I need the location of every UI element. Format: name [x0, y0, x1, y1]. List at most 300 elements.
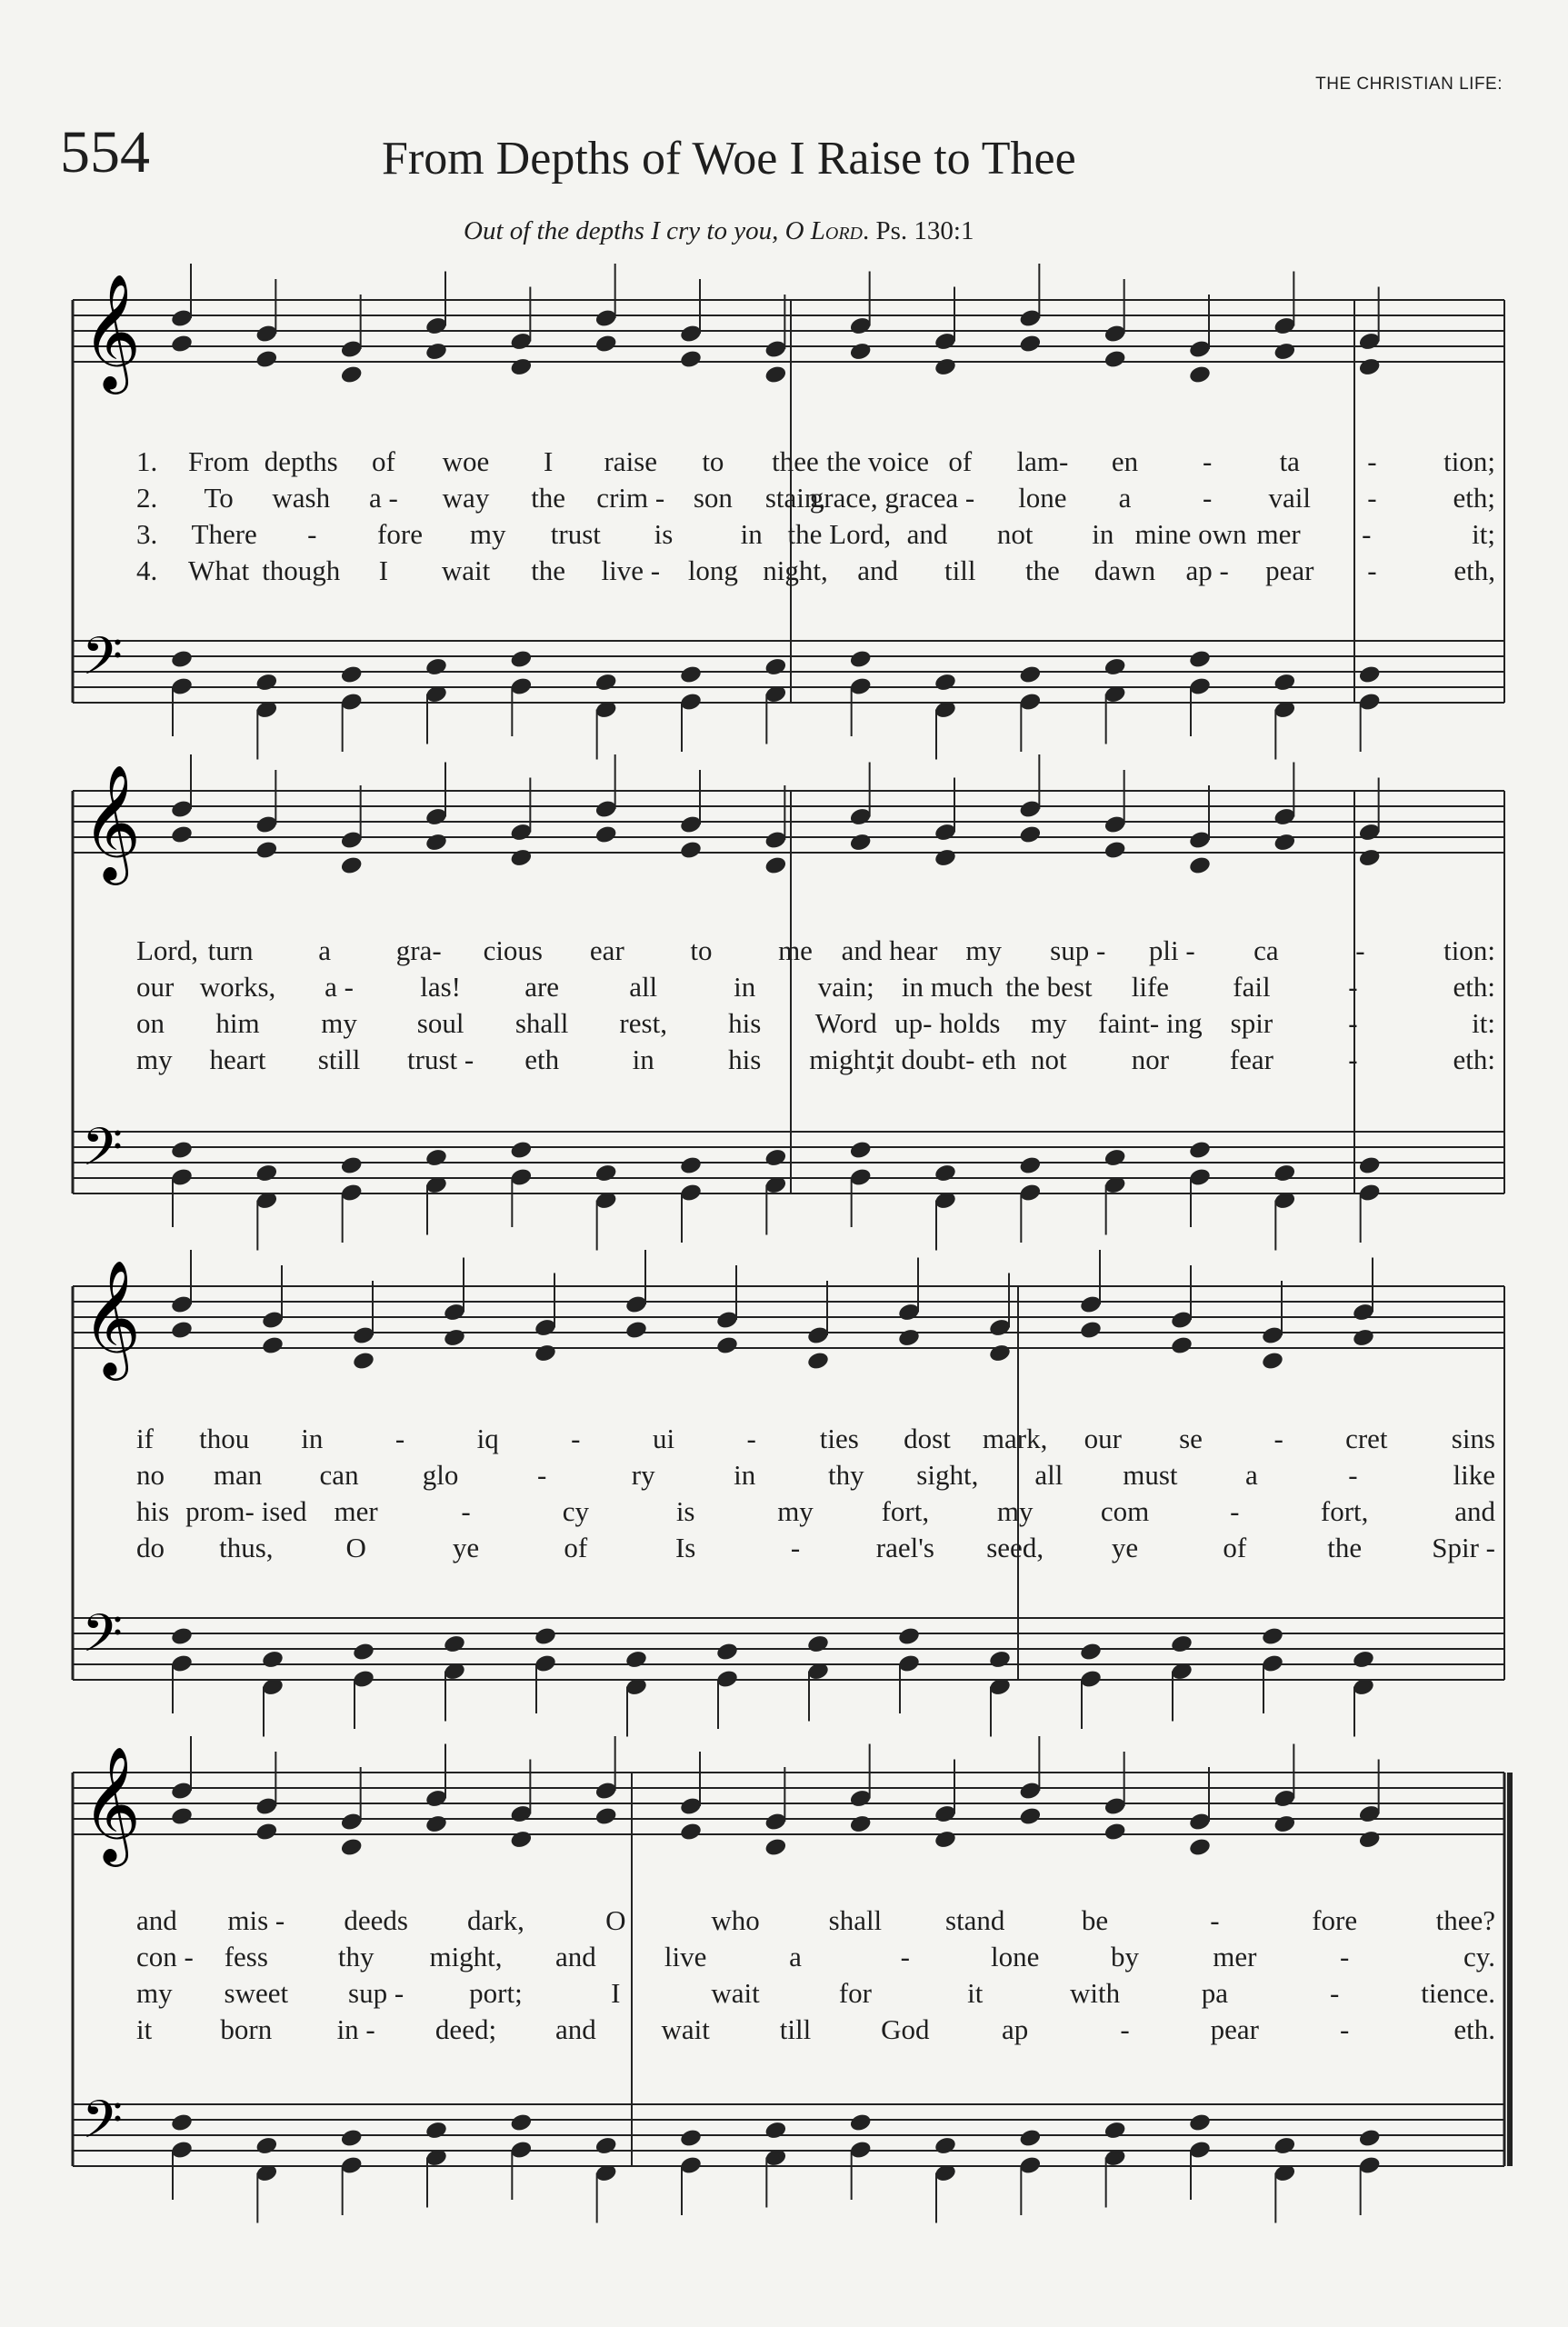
lyric-syllable: might, — [429, 1941, 503, 1972]
lyric-syllable: the voice — [826, 445, 930, 477]
bass-clef: 𝄢 — [82, 2089, 124, 2163]
lyric-syllable: - — [394, 1423, 405, 1454]
note-head — [1358, 2128, 1382, 2149]
lyric-syllable: of — [371, 445, 395, 477]
note-head — [715, 1642, 739, 1663]
lyric-syllable: the — [531, 482, 566, 514]
note-head — [679, 664, 703, 685]
lyric-syllable: From — [188, 445, 250, 477]
lyric-syllable: rael's — [875, 1532, 934, 1563]
lyric-syllable: shall — [828, 1904, 883, 1936]
note-head — [1358, 847, 1382, 868]
lyric-syllable: fail — [1233, 971, 1271, 1003]
lyric-syllable: though — [262, 554, 341, 586]
lyric-syllable: it: — [1472, 1007, 1495, 1039]
note-head — [1018, 2128, 1042, 2149]
lyric-syllable: the Lord, — [787, 518, 892, 550]
lyric-syllable: a — [1245, 1459, 1258, 1491]
lyric-syllable: dost — [904, 1423, 951, 1454]
note-head — [509, 1829, 533, 1850]
lyric-syllable: deeds — [344, 1904, 408, 1936]
lyric-syllable: still — [317, 1044, 361, 1075]
lyric-syllable: and — [554, 2013, 596, 2045]
lyric-syllable: - — [1339, 1941, 1350, 1972]
lyric-syllable: of — [948, 445, 973, 477]
lyric-syllable: ties — [819, 1423, 859, 1454]
note-head — [594, 1163, 618, 1183]
note-head — [1104, 1147, 1127, 1168]
note-head — [255, 2135, 278, 2156]
lyric-syllable: who — [711, 1904, 760, 1936]
bass-clef: 𝄢 — [82, 1603, 124, 1677]
hymn-title: From Depths of Woe I Raise to Thee — [382, 133, 1076, 185]
lyric-syllable: las! — [420, 971, 461, 1003]
note-head — [934, 847, 957, 868]
lyric-syllable: till — [779, 2013, 812, 2045]
note-head — [255, 1163, 278, 1183]
lyric-syllable: and — [906, 518, 948, 550]
lyric-syllable: Is — [674, 1532, 696, 1563]
note-head — [679, 2128, 703, 2149]
note-head — [1188, 649, 1212, 670]
lyric-syllable: man — [213, 1459, 263, 1491]
lyric-syllable: long — [687, 554, 738, 586]
note-head — [340, 664, 364, 685]
lyric-syllable: eth, — [1453, 554, 1495, 586]
lyric-syllable: are — [524, 971, 560, 1003]
lyric-syllable: - — [307, 518, 317, 550]
lyric-syllable: sup - — [1050, 934, 1106, 966]
lyric-syllable: mer — [1256, 518, 1301, 550]
note-head — [255, 672, 278, 693]
note-head — [170, 334, 194, 355]
lyric-syllable: and — [136, 1904, 177, 1936]
lyric-syllable: en — [1111, 445, 1139, 477]
lyric-syllable: works, — [199, 971, 276, 1003]
lyric-syllable: my — [321, 1007, 357, 1039]
lyric-syllable: raise — [604, 445, 658, 477]
lyric-syllable: lam- — [1016, 445, 1069, 477]
note-head — [170, 1626, 194, 1647]
note-head — [170, 824, 194, 845]
lyric-syllable: till — [944, 554, 976, 586]
note-head — [340, 855, 364, 876]
note-head — [534, 1626, 557, 1647]
note-head — [509, 2112, 533, 2133]
note-head — [679, 840, 703, 861]
lyric-syllable: mer — [334, 1495, 378, 1527]
note-head — [261, 1649, 285, 1670]
lyric-syllable: - — [1230, 1495, 1240, 1527]
lyric-syllable: com — [1100, 1495, 1150, 1527]
lyric-syllable: fore — [377, 518, 423, 550]
lyric-syllable: trust - — [407, 1044, 474, 1075]
lyric-syllable: O — [345, 1532, 366, 1563]
lyric-syllable: thy — [337, 1941, 375, 1972]
lyric-syllable: it — [967, 1977, 984, 2009]
hymn-number: 554 — [60, 119, 150, 185]
lyric-syllable: - — [1355, 934, 1365, 966]
lyric-syllable: in — [734, 971, 756, 1003]
lyric-syllable: sweet — [224, 1977, 289, 2009]
lyric-syllable: cious — [483, 934, 543, 966]
note-head — [679, 1155, 703, 1176]
note-head — [534, 1343, 557, 1363]
note-head — [764, 1147, 787, 1168]
note-head — [849, 649, 873, 670]
lyric-syllable: - — [571, 1423, 581, 1454]
lyric-syllable: ye — [452, 1532, 480, 1563]
lyric-syllable: trust — [550, 518, 601, 550]
note-head — [509, 847, 533, 868]
lyric-syllable: wait — [661, 2013, 710, 2045]
lyric-syllable: my — [136, 1977, 173, 2009]
note-head — [624, 1649, 648, 1670]
lyric-syllable: me — [778, 934, 813, 966]
lyric-syllable: - — [1348, 1044, 1358, 1075]
lyric-syllable: my — [777, 1495, 814, 1527]
lyric-syllable: - — [1210, 1904, 1220, 1936]
note-head — [170, 1806, 194, 1827]
note-head — [1261, 1626, 1284, 1647]
lyric-syllable: - — [1330, 1977, 1340, 2009]
note-head — [1273, 1813, 1296, 1834]
lyric-syllable: mine own — [1134, 518, 1247, 550]
lyric-syllable: his — [136, 1495, 170, 1527]
lyric-syllable: born — [220, 2013, 273, 2045]
lyric-syllable: - — [1202, 482, 1213, 514]
lyric-syllable: vail — [1268, 482, 1311, 514]
lyric-syllable: seed, — [986, 1532, 1044, 1563]
lyric-syllable: fear — [1229, 1044, 1274, 1075]
note-head — [764, 1837, 787, 1858]
note-head — [1273, 341, 1296, 362]
lyric-syllable: port; — [469, 1977, 523, 2009]
lyric-syllable: 1. — [136, 445, 158, 477]
note-head — [424, 1147, 448, 1168]
note-head — [1358, 664, 1382, 685]
note-head — [594, 672, 618, 693]
note-head — [679, 349, 703, 370]
lyric-syllable: glo — [422, 1459, 459, 1491]
note-head — [764, 365, 787, 385]
bass-clef: 𝄢 — [82, 1116, 124, 1191]
lyric-syllable: can — [319, 1459, 359, 1491]
lyric-syllable: vain; — [817, 971, 874, 1003]
lyric-syllable: pli - — [1148, 934, 1195, 966]
note-head — [424, 1813, 448, 1834]
lyric-syllable: thus, — [219, 1532, 274, 1563]
lyric-syllable: - — [1348, 1007, 1358, 1039]
note-head — [255, 349, 278, 370]
lyric-syllable: eth. — [1453, 2013, 1495, 2045]
note-head — [849, 832, 873, 853]
note-head — [897, 1327, 921, 1348]
note-head — [594, 334, 618, 355]
note-head — [1079, 1642, 1103, 1663]
note-head — [764, 855, 787, 876]
lyric-syllable: son — [693, 482, 733, 514]
note-head — [764, 656, 787, 677]
note-head — [594, 1806, 618, 1827]
note-head — [849, 1140, 873, 1161]
note-head — [1018, 1806, 1042, 1827]
lyric-syllable: his — [728, 1007, 762, 1039]
lyric-syllable: - — [1367, 482, 1377, 514]
lyric-syllable: turn — [207, 934, 254, 966]
lyric-syllable: - — [900, 1941, 910, 1972]
lyric-syllable: tion: — [1443, 934, 1495, 966]
note-head — [340, 365, 364, 385]
lyric-syllable: all — [1034, 1459, 1064, 1491]
note-head — [424, 2120, 448, 2141]
lyric-syllable: - — [1367, 554, 1377, 586]
lyric-syllable: is — [675, 1495, 695, 1527]
note-head — [806, 1351, 830, 1372]
lyric-syllable: Word — [814, 1007, 877, 1039]
lyric-syllable: ry — [631, 1459, 655, 1491]
lyric-syllable: no — [136, 1459, 165, 1491]
lyric-syllable: him — [215, 1007, 260, 1039]
lyric-syllable: mis - — [227, 1904, 285, 1936]
note-head — [1104, 840, 1127, 861]
lyric-syllable: in — [734, 1459, 756, 1491]
treble-clef: 𝄞 — [82, 273, 142, 389]
lyric-syllable: tience. — [1421, 1977, 1495, 2009]
lyric-syllable: ui — [652, 1423, 675, 1454]
lyric-syllable: if — [136, 1423, 154, 1454]
note-head — [679, 1822, 703, 1843]
lyric-syllable: 4. — [136, 554, 158, 586]
note-head — [1352, 1649, 1375, 1670]
lyric-syllable: of — [564, 1532, 588, 1563]
note-head — [1018, 1155, 1042, 1176]
lyric-syllable: tion; — [1443, 445, 1495, 477]
lyric-syllable: I — [543, 445, 554, 477]
lyric-syllable: his — [728, 1044, 762, 1075]
note-head — [1188, 855, 1212, 876]
note-head — [352, 1642, 375, 1663]
lyric-syllable: it doubt- eth — [878, 1044, 1017, 1075]
lyric-syllable: I — [611, 1977, 621, 2009]
lyric-syllable: a - — [325, 971, 354, 1003]
note-head — [255, 1822, 278, 1843]
treble-clef: 𝄞 — [82, 1259, 142, 1375]
note-head — [1273, 672, 1296, 693]
lyric-syllable: must — [1123, 1459, 1178, 1491]
note-head — [988, 1649, 1012, 1670]
lyric-syllable: might; — [809, 1044, 884, 1075]
lyric-syllable: for — [838, 1977, 872, 2009]
lyric-syllable: not — [1031, 1044, 1067, 1075]
lyric-syllable: ca — [1253, 934, 1279, 966]
lyric-syllable: of — [1223, 1532, 1247, 1563]
lyric-syllable: - — [536, 1459, 547, 1491]
note-head — [1273, 832, 1296, 853]
note-head — [1079, 1320, 1103, 1341]
lyric-syllable: a - — [368, 482, 398, 514]
lyric-syllable: cret — [1345, 1423, 1388, 1454]
lyric-syllable: and — [1454, 1495, 1495, 1527]
note-head — [1261, 1351, 1284, 1372]
note-head — [1018, 824, 1042, 845]
lyric-syllable: ye — [1111, 1532, 1139, 1563]
note-head — [849, 341, 873, 362]
lyric-syllable: dawn — [1094, 554, 1156, 586]
note-head — [764, 2120, 787, 2141]
lyric-syllable: our — [136, 971, 175, 1003]
note-head — [340, 2128, 364, 2149]
lyric-syllable: in — [632, 1044, 654, 1075]
note-head — [340, 1837, 364, 1858]
lyric-syllable: not — [996, 518, 1034, 550]
lyric-syllable: ap - — [1185, 554, 1229, 586]
lyric-syllable: - — [1273, 1423, 1283, 1454]
lyric-syllable: it; — [1472, 518, 1495, 550]
note-head — [849, 1813, 873, 1834]
lyric-syllable: thou — [199, 1423, 250, 1454]
lyric-syllable: fort, — [1320, 1495, 1369, 1527]
lyric-syllable: is — [654, 518, 674, 550]
lyric-syllable: gra- — [395, 934, 442, 966]
epigraph-lord: Lord — [810, 216, 863, 245]
lyric-syllable: - — [746, 1423, 756, 1454]
lyric-syllable: wash — [272, 482, 331, 514]
lyric-syllable: eth — [524, 1044, 560, 1075]
note-head — [806, 1633, 830, 1654]
bass-clef: 𝄢 — [82, 625, 124, 700]
note-head — [1188, 1837, 1212, 1858]
lyric-syllable: - — [1202, 445, 1213, 477]
lyric-syllable: like — [1453, 1459, 1495, 1491]
lyric-syllable: sup - — [348, 1977, 404, 2009]
lyric-syllable: pa — [1201, 1977, 1228, 2009]
note-head — [934, 672, 957, 693]
lyric-syllable: soul — [416, 1007, 464, 1039]
note-head — [424, 341, 448, 362]
lyric-syllable: - — [1362, 518, 1372, 550]
lyric-syllable: in — [740, 518, 763, 550]
lyric-syllable: it — [136, 2013, 153, 2045]
lyric-syllable: Lord, — [136, 934, 199, 966]
lyric-syllable: do — [136, 1532, 165, 1563]
lyric-syllable: by — [1111, 1941, 1139, 1972]
lyric-syllable: ta — [1279, 445, 1300, 477]
lyric-syllable: way — [442, 482, 490, 514]
lyric-syllable: wait — [441, 554, 491, 586]
note-head — [897, 1626, 921, 1647]
note-head — [624, 1320, 648, 1341]
note-head — [1273, 1163, 1296, 1183]
lyric-syllable: stain, — [764, 482, 826, 514]
note-head — [1188, 1140, 1212, 1161]
lyric-syllable: deed; — [434, 2013, 497, 2045]
lyric-syllable: stand — [945, 1904, 1005, 1936]
note-head — [340, 1155, 364, 1176]
lyric-syllable: pear — [1265, 554, 1314, 586]
lyric-syllable: woe — [442, 445, 490, 477]
lyric-syllable: con - — [136, 1941, 194, 1972]
lyric-syllable: wait — [711, 1977, 760, 2009]
note-head — [509, 649, 533, 670]
epigraph-reference: . Ps. 130:1 — [863, 216, 974, 245]
note-head — [1018, 334, 1042, 355]
lyric-syllable: our — [1084, 1423, 1122, 1454]
note-head — [1104, 349, 1127, 370]
lyric-syllable: the — [1327, 1532, 1363, 1563]
lyric-syllable: - — [461, 1495, 471, 1527]
note-head — [988, 1343, 1012, 1363]
lyric-syllable: Spir - — [1432, 1532, 1495, 1563]
lyric-syllable: the — [1024, 554, 1060, 586]
lyric-syllable: in much — [901, 971, 994, 1003]
lyric-syllable: life — [1131, 971, 1170, 1003]
note-head — [170, 2112, 194, 2133]
note-head — [443, 1633, 466, 1654]
lyric-syllable: depths — [264, 445, 338, 477]
lyric-syllable: lone — [1018, 482, 1067, 514]
note-head — [424, 832, 448, 853]
note-head — [255, 840, 278, 861]
lyric-syllable: and — [554, 1941, 596, 1972]
note-head — [1170, 1335, 1193, 1356]
lyric-syllable: rest, — [619, 1007, 667, 1039]
lyric-syllable: shall — [514, 1007, 569, 1039]
note-head — [934, 1829, 957, 1850]
lyric-syllable: There — [191, 518, 257, 550]
note-head — [1170, 1633, 1193, 1654]
lyric-syllable: heart — [209, 1044, 266, 1075]
lyric-syllable: prom- ised — [185, 1495, 307, 1527]
lyric-syllable: a — [1118, 482, 1132, 514]
lyric-syllable: cy. — [1463, 1941, 1495, 1972]
note-head — [1104, 1822, 1127, 1843]
lyric-syllable: ap — [1002, 2013, 1029, 2045]
lyric-syllable: to — [690, 934, 713, 966]
lyric-syllable: on — [136, 1007, 165, 1039]
note-head — [934, 2135, 957, 2156]
lyric-syllable: se — [1179, 1423, 1203, 1454]
lyric-syllable: mer — [1213, 1941, 1257, 1972]
lyric-syllable: the best — [1005, 971, 1093, 1003]
lyric-syllable: To — [204, 482, 234, 514]
lyric-syllable: nor — [1131, 1044, 1170, 1075]
lyric-syllable: pear — [1210, 2013, 1259, 2045]
lyric-syllable: God — [881, 2013, 930, 2045]
note-head — [443, 1327, 466, 1348]
lyric-syllable: the — [531, 554, 566, 586]
lyric-syllable: - — [1120, 2013, 1130, 2045]
lyric-syllable: O — [605, 1904, 626, 1936]
lyric-syllable: a — [318, 934, 332, 966]
lyric-syllable: - — [1339, 2013, 1350, 2045]
lyric-syllable: ear — [589, 934, 624, 966]
lyric-syllable: fore — [1312, 1904, 1358, 1936]
note-head — [1358, 1155, 1382, 1176]
note-head — [1188, 365, 1212, 385]
lyric-syllable: up- holds — [894, 1007, 1001, 1039]
lyric-syllable: eth; — [1453, 482, 1495, 514]
lyric-syllable: with — [1069, 1977, 1121, 2009]
lyric-syllable: crim - — [596, 482, 665, 514]
lyric-syllable: - — [1367, 445, 1377, 477]
note-head — [170, 1320, 194, 1341]
note-head — [594, 2135, 618, 2156]
note-head — [170, 1140, 194, 1161]
lyric-syllable: night, — [763, 554, 828, 586]
lyric-syllable: sight, — [916, 1459, 979, 1491]
lyric-syllable: fort, — [881, 1495, 930, 1527]
